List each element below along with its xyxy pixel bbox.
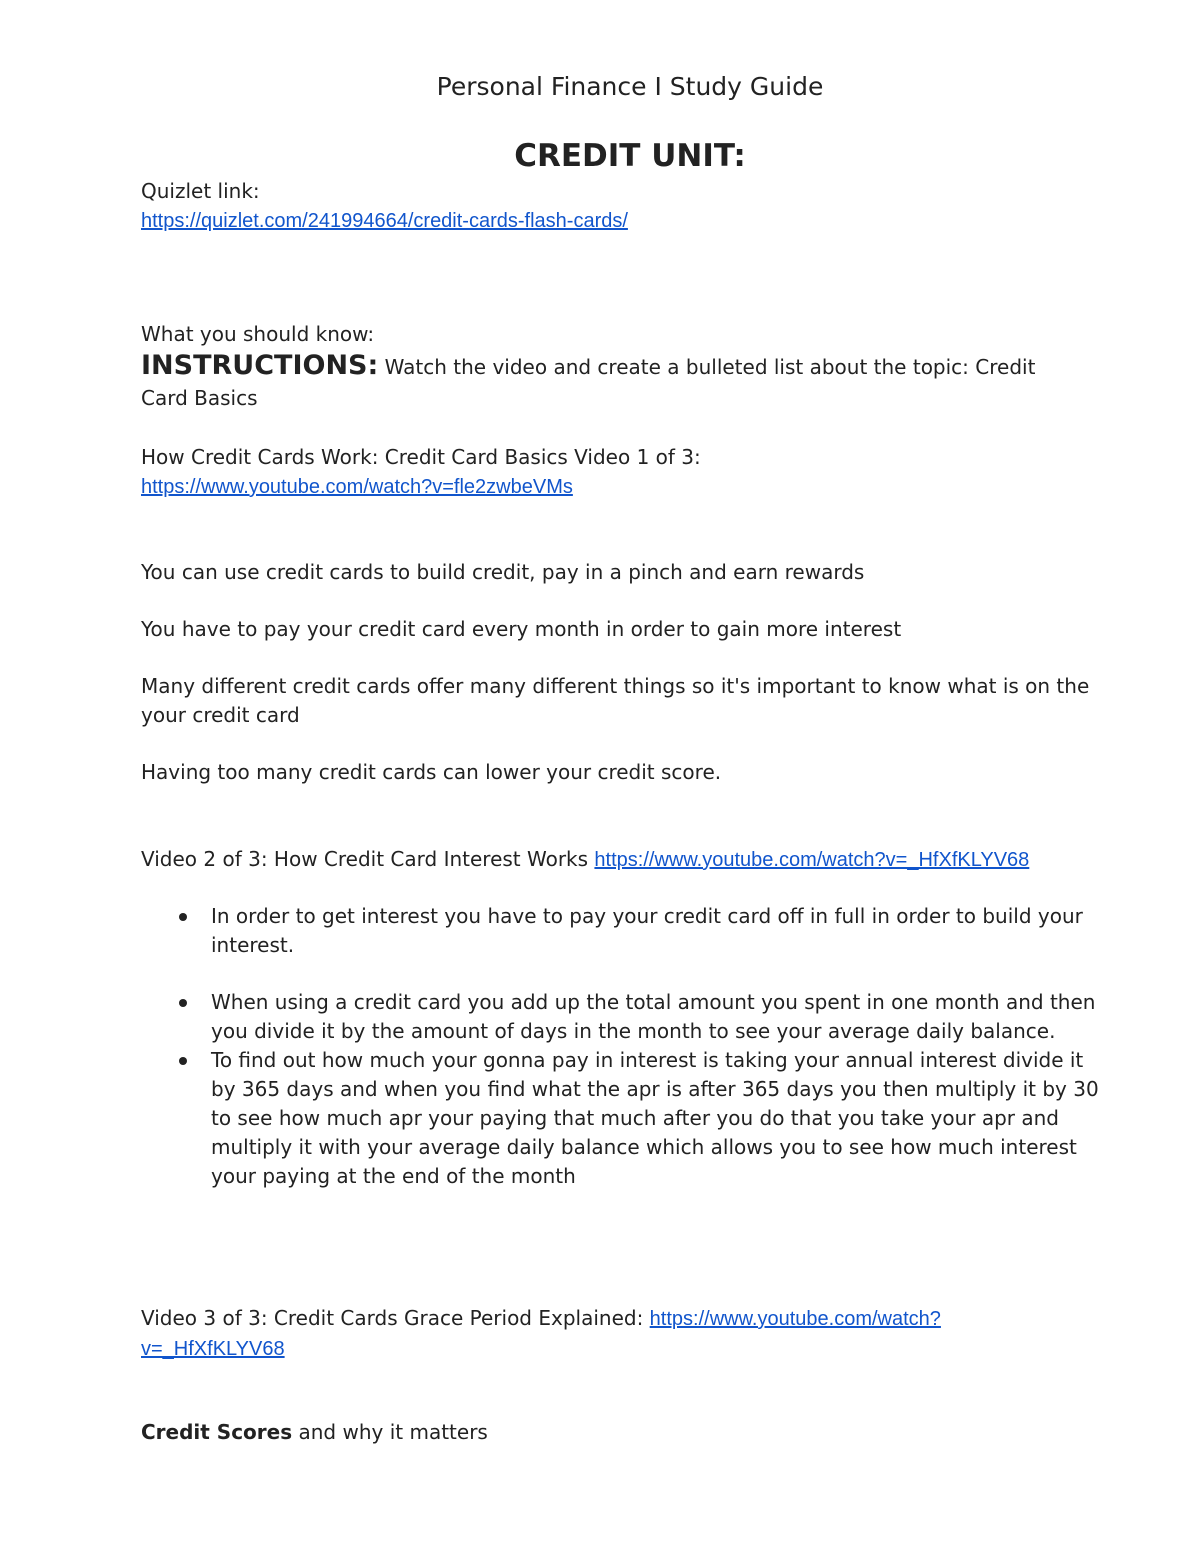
bullet-icon bbox=[179, 999, 187, 1007]
credit-scores-bold: Credit Scores bbox=[141, 1420, 293, 1444]
video1-note: Having too many credit cards can lower your credit score. bbox=[141, 760, 722, 784]
list-item bbox=[141, 988, 1101, 1046]
video1-note: Many different credit cards offer many different things so it's important to know what is on the your credit card bbox=[141, 674, 1090, 727]
video3-section bbox=[141, 1304, 1131, 1364]
bullet-icon bbox=[179, 1057, 187, 1065]
video2-label: Video 2 of 3: How Credit Card Interest Works bbox=[141, 847, 595, 871]
bullet-icon bbox=[179, 913, 187, 921]
video1-section bbox=[141, 443, 1131, 502]
list-item bbox=[141, 902, 1101, 960]
quizlet-link[interactable]: https://quizlet.com/241994664/credit-cards-flash-cards/ bbox=[141, 210, 628, 232]
bullet-text: In order to get interest you have to pay your credit card off in full in order to build your interest. bbox=[211, 904, 1083, 957]
video1-label: How Credit Cards Work: Credit Card Basics Video 1 of 3: bbox=[141, 445, 701, 469]
video2-bullet-list bbox=[141, 902, 1101, 1191]
bullet-text: To find out how much your gonna pay in interest is taking your annual interest divide it by 365 days and when you find what the apr is after 365 days you then multiply it by 30 to see how much apr your paying that much after you do that you take your apr and multiply it with your average daily balance which allows you to see how much interest your paying at the end of the month bbox=[211, 1048, 1099, 1188]
video2-heading bbox=[141, 845, 1131, 875]
bullet-text: When using a credit card you add up the total amount you spent in one month and then you divide it by the amount of days in the month to see your average daily balance. bbox=[211, 990, 1096, 1043]
video1-note: You have to pay your credit card every month in order to gain more interest bbox=[141, 617, 902, 641]
instructions-text-line2: Card Basics bbox=[141, 386, 258, 410]
video1-note: You can use credit cards to build credit, pay in a pinch and earn rewards bbox=[141, 560, 865, 584]
credit-scores-rest: and why it matters bbox=[292, 1420, 488, 1444]
know-label: What you should know: bbox=[141, 322, 375, 346]
document-title: Personal Finance I Study Guide bbox=[436, 72, 824, 101]
credit-scores-heading bbox=[141, 1418, 1131, 1447]
list-item bbox=[141, 1046, 1101, 1191]
video2-link[interactable]: https://www.youtube.com/watch?v=_HfXfKLYV68 bbox=[594, 849, 1030, 871]
instructions-text-line1: Watch the video and create a bulleted list about the topic: Credit bbox=[378, 355, 1036, 379]
video1-link[interactable]: https://www.youtube.com/watch?v=fle2zwbeVMs bbox=[141, 476, 573, 498]
instructions-paragraph bbox=[141, 350, 1131, 414]
video3-link-part1: https://www.youtube.com/watch? bbox=[649, 1308, 941, 1330]
quizlet-label: Quizlet link: bbox=[141, 179, 260, 203]
instructions-heading: INSTRUCTIONS: bbox=[141, 350, 379, 381]
video3-link-part2: v=_HfXfKLYV68 bbox=[141, 1338, 285, 1360]
video3-label: Video 3 of 3: Credit Cards Grace Period Explained: bbox=[141, 1306, 650, 1330]
quizlet-section bbox=[141, 177, 1131, 236]
unit-heading: CREDIT UNIT: bbox=[514, 138, 746, 174]
